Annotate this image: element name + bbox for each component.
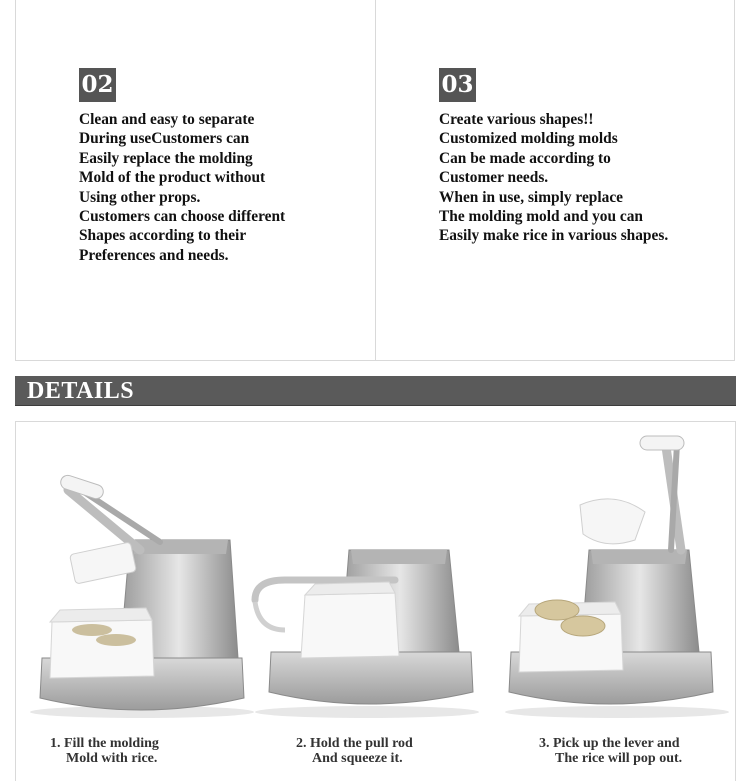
feature-03-line: When in use, simply replace <box>439 188 623 206</box>
features-divider <box>375 0 376 361</box>
feature-02-line: Preferences and needs. <box>79 246 229 264</box>
feature-02-line: Mold of the product without <box>79 169 266 187</box>
feature-03-line: Customer needs. <box>439 169 549 187</box>
feature-02-line: Shapes according to their <box>79 227 247 245</box>
step-2-caption <box>296 736 413 766</box>
step-3-caption-line: The rice will pop out. <box>555 751 683 766</box>
step-2-caption-line: 2. Hold the pull rod <box>296 736 413 751</box>
feature-02-line: During useCustomers can <box>79 130 250 148</box>
step-3-caption <box>539 736 682 766</box>
step-1-caption <box>50 736 159 766</box>
feature-02-line: Customers can choose different <box>79 208 286 226</box>
feature-02-badge: 02 <box>79 68 116 102</box>
feature-03-badge: 03 <box>439 68 476 102</box>
feature-03-line: Easily make rice in various shapes. <box>439 227 669 245</box>
step-1-caption-line: Mold with rice. <box>66 751 158 766</box>
feature-02 <box>79 68 285 265</box>
feature-02-text <box>79 110 285 265</box>
feature-03-line: Can be made according to <box>439 149 611 167</box>
rice-molding-machine-step-3-image <box>495 430 735 720</box>
feature-02-line: Clean and easy to separate <box>79 111 255 128</box>
feature-03-text <box>439 110 668 246</box>
feature-03-line: The molding mold and you can <box>439 208 643 226</box>
feature-03 <box>439 68 668 246</box>
feature-03-line: Create various shapes!! <box>439 111 594 128</box>
details-header <box>15 376 736 406</box>
step-2-caption-line: And squeeze it. <box>312 751 403 766</box>
feature-02-line: Using other props. <box>79 188 201 206</box>
rice-molding-machine-step-2-image <box>245 430 485 720</box>
feature-02-line: Easily replace the molding <box>79 149 253 167</box>
details-title: DETAILS <box>27 378 135 404</box>
feature-03-line: Customized molding molds <box>439 130 618 148</box>
step-1-caption-line: 1. Fill the molding <box>50 736 159 751</box>
step-3-caption-line: 3. Pick up the lever and <box>539 736 680 751</box>
rice-molding-machine-step-1-image <box>20 430 260 720</box>
